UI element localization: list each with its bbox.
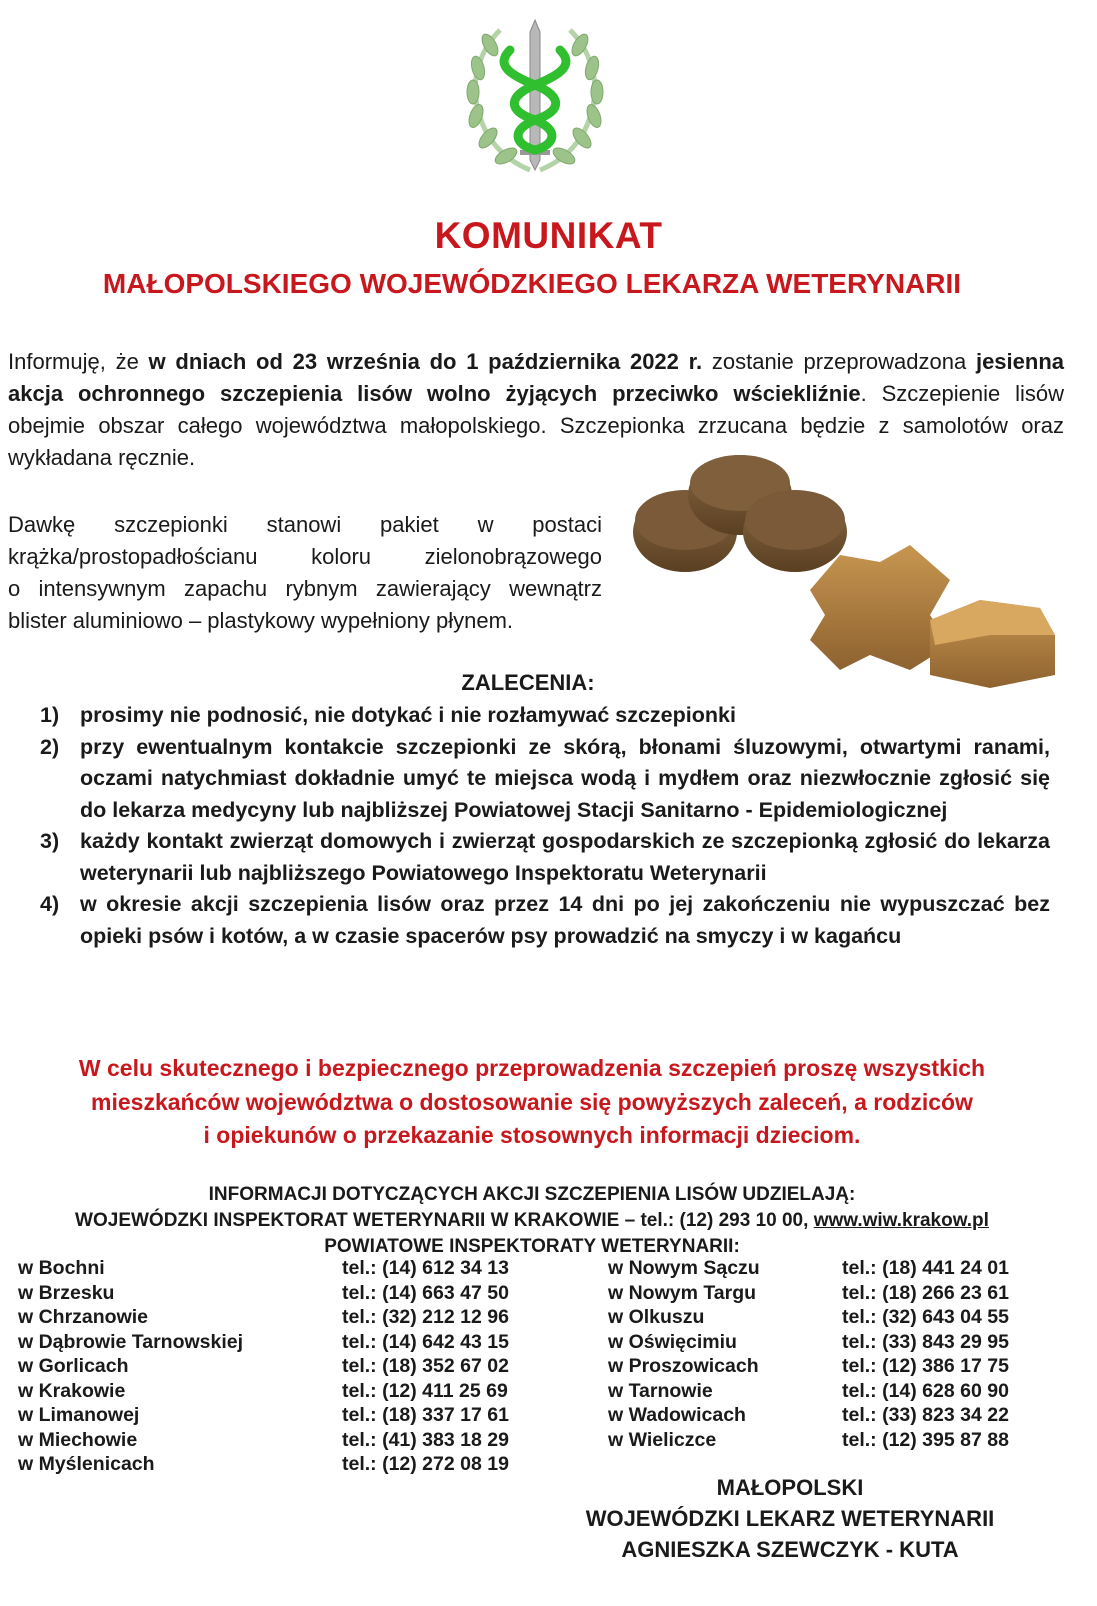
vaccine-description (8, 509, 602, 637)
office-row: w Miechowie tel.: (41) 383 18 29 (18, 1428, 509, 1451)
office-row: w Olkuszu tel.: (32) 643 04 55 (608, 1306, 1009, 1328)
office-row: w Chrzanowie tel.: (32) 212 12 96 (18, 1306, 509, 1328)
office-row: w Proszowicach tel.: (12) 386 17 75 (608, 1355, 1009, 1377)
wiw-website-link[interactable]: www.wiw.krakow.pl (813, 1210, 989, 1231)
recommendation-item: 3) każdy kontakt zwierząt domowych i zwierząt gospodarskich ze szczepionką zgłosić do lekarza weterynarii lub najbliższego Powiatowego Inspektoratu Weterynarii (40, 829, 1050, 885)
office-row: w Nowym Targu tel.: (18) 266 23 61 (608, 1281, 1009, 1304)
signature-block: MAŁOPOLSKI WOJEWÓDZKI LEKARZ WETERYNARII AGNIESZKA SZEWCZYK - KUTA (585, 1475, 995, 1562)
office-row: w Bochni tel.: (14) 612 34 13 (18, 1257, 509, 1279)
office-row: w Krakowie tel.: (12) 411 25 69 (18, 1379, 508, 1402)
description-line: krążka/prostopadłościanu koloru zielonobrązowego (8, 544, 602, 569)
piw-heading: POWIATOWE INSPEKTORATY WETERYNARII: (324, 1236, 740, 1257)
page-title: KOMUNIKAT (434, 215, 663, 256)
office-row: w Tarnowie tel.: (14) 628 60 90 (608, 1379, 1009, 1402)
recommendations-list (40, 700, 1050, 952)
appeal-message: W celu skutecznego i bezpiecznego przeprowadzenia szczepień proszę wszystkich mieszkańców województwa o dostosowanie się powyższych zaleceń, a rodziców i opiekunów o przekazanie stosownych informacji dzieciom. (78, 1055, 986, 1148)
office-row: w Wadowicach tel.: (33) 823 34 22 (608, 1404, 1009, 1426)
office-row: w Wieliczce tel.: (12) 395 87 88 (608, 1428, 1009, 1451)
intro-paragraph: Informuję, że w dniach od 23 września do 1 października 2022 r. zostanie przeprowadzona jesienna akcja ochronnego szczepienia lisów wolno żyjących przeciwko wściekliźnie. Szczepienie lisów obejmie obszar całego województwa małopolskiego. Szczepionka zrzucana będzie z samolotów oraz wykładana ręcznie. (8, 349, 1064, 470)
contact-info (0, 1182, 1064, 1260)
offices-left-column (18, 1256, 509, 1477)
recommendation-item: 1) prosimy nie podnosić, nie dotykać i nie rozłamywać szczepionki (40, 703, 736, 727)
office-row: w Dąbrowie Tarnowskiej tel.: (14) 642 43 15 (18, 1330, 509, 1353)
page-subtitle: MAŁOPOLSKIEGO WOJEWÓDZKIEGO LEKARZA WETERYNARII (102, 268, 962, 299)
office-row: w Myślenicach tel.: (12) 272 08 19 (18, 1453, 509, 1475)
wiw-contact: WOJEWÓDZKI INSPEKTORAT WETERYNARII W KRAKOWIE – tel.: (12) 293 10 00, www.wiw.krakow.pl (75, 1210, 989, 1231)
vaccine-bait-image (630, 450, 1070, 690)
office-row: w Brzesku tel.: (14) 663 47 50 (18, 1281, 509, 1304)
veterinary-inspection-logo (440, 10, 630, 190)
description-line: blister aluminiowo – plastykowy wypełniony płynem. (8, 608, 514, 633)
offices-right-column (608, 1256, 1009, 1452)
office-row: w Gorlicach tel.: (18) 352 67 02 (18, 1355, 509, 1377)
recommendations-title: ZALECENIA: (461, 670, 595, 695)
description-line: Dawkę szczepionki stanowi pakiet w postaci (8, 512, 602, 537)
description-line: o intensywnym zapachu rybnym zawierający wewnątrz (8, 576, 602, 601)
recommendation-item: 4) w okresie akcji szczepienia lisów oraz przez 14 dni po jej zakończeniu nie wypuszczać bez opieki psów i kotów, a w czasie spacerów psy prowadzić na smyczy i w kagańcu (40, 892, 1050, 948)
contact-heading: INFORMACJI DOTYCZĄCYCH AKCJI SZCZEPIENIA LISÓW UDZIELAJĄ: (208, 1184, 856, 1205)
office-row: w Oświęcimiu tel.: (33) 843 29 95 (608, 1330, 1009, 1353)
recommendation-item: 2) przy ewentualnym kontakcie szczepionki ze skórą, błonami śluzowymi, otwartymi ranami, oczami natychmiast dokładnie umyć te miejsca wodą i mydłem oraz niezwłocznie zgłosić się do lekarza medycyny lub najbliższej Powiatowej Stacji Sanitarno - Epidemiologicznej (40, 734, 1050, 822)
office-row: w Limanowej tel.: (18) 337 17 61 (18, 1404, 509, 1426)
office-row: w Nowym Sączu tel.: (18) 441 24 01 (608, 1257, 1009, 1279)
